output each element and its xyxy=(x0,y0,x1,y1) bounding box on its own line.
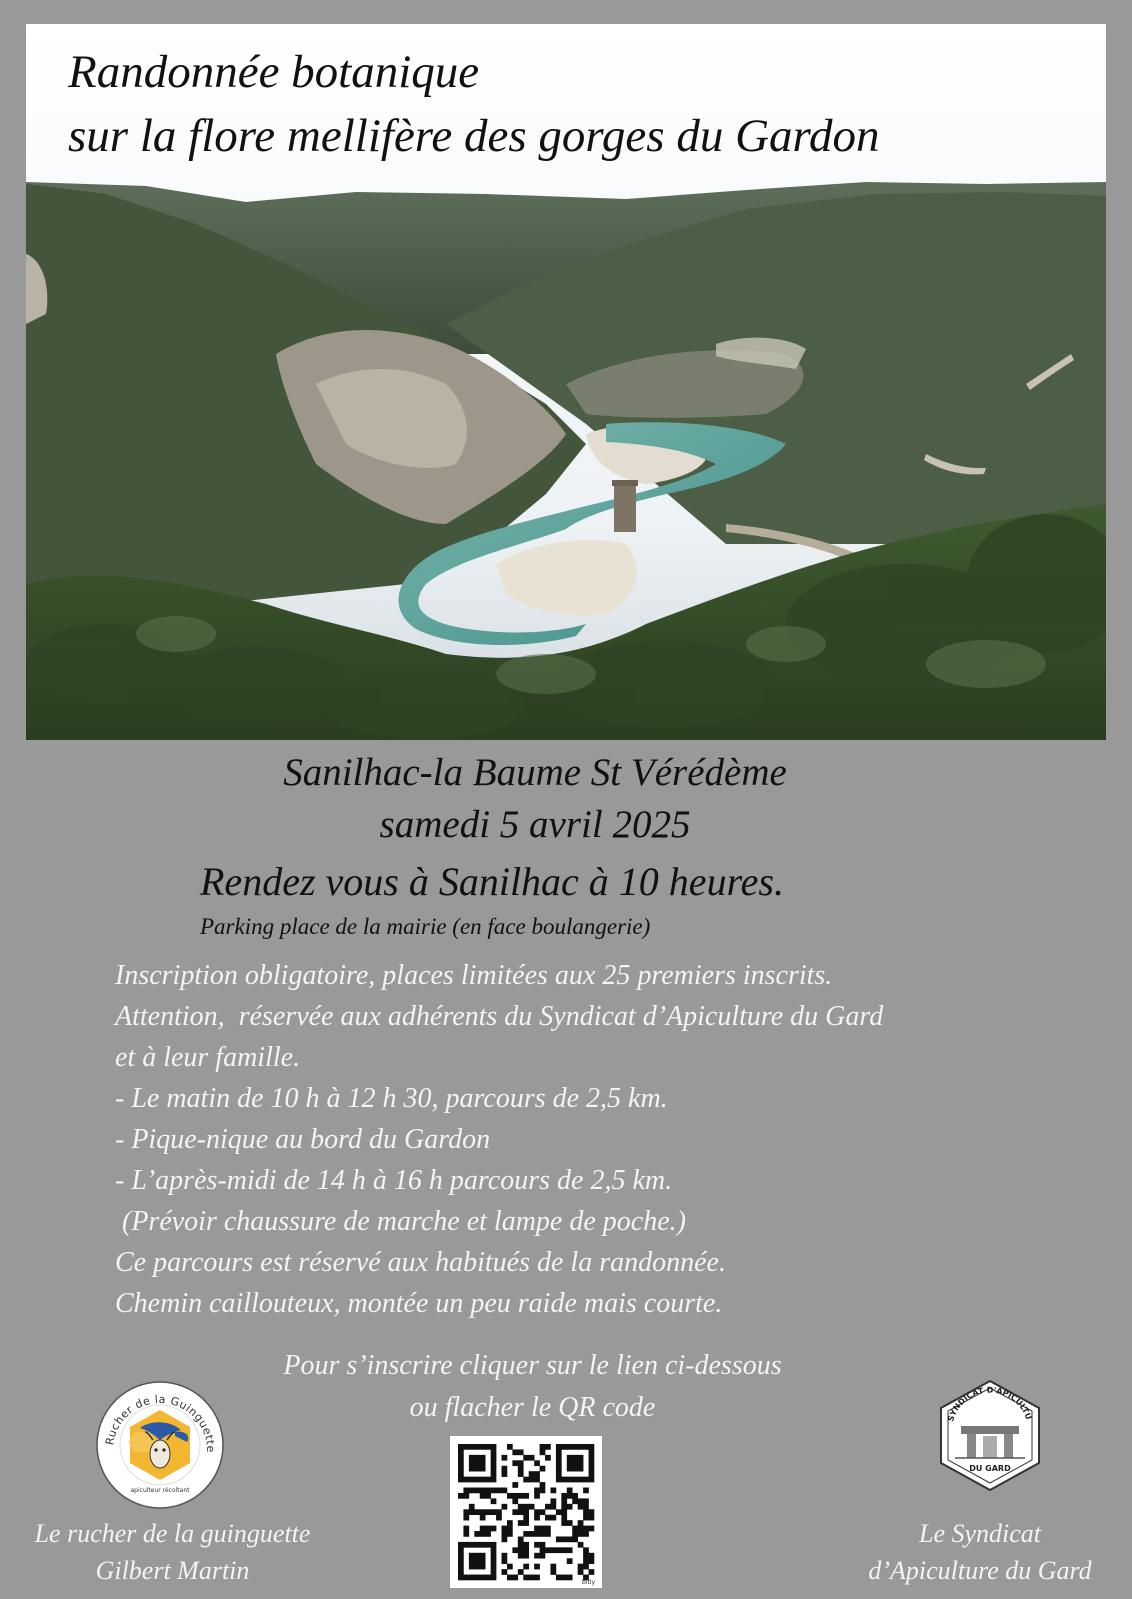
credit-syndicat-line-2: d’Apiculture du Gard xyxy=(868,1556,1092,1585)
credit-rucher xyxy=(0,1515,345,1589)
credit-rucher-line-1: Le rucher de la guinguette xyxy=(34,1519,311,1548)
detail-line: - Le matin de 10 h à 12 h 30, parcours de 2,5 km. xyxy=(115,1083,668,1114)
qr-brand-label: bitly xyxy=(582,1579,596,1586)
signup-instruction: Pour s’inscrire cliquer sur le lien ci-dessous xyxy=(283,1350,782,1381)
detail-line: - L’après-midi de 14 h à 16 h parcours de 2,5 km. xyxy=(115,1165,673,1196)
detail-line: et à leur famille. xyxy=(115,1042,301,1073)
rucher-small-text: apiculteur récoltant xyxy=(130,1487,190,1494)
goat-head-icon xyxy=(150,1440,170,1468)
event-date: samedi 5 avril 2025 xyxy=(379,803,691,846)
syndicat-top-text: SYNDICAT D'APICULTU xyxy=(946,1385,1034,1423)
qr-code-graphic[interactable] xyxy=(450,1436,602,1588)
rucher-logo-emblem xyxy=(95,1380,225,1510)
qr-modules xyxy=(458,1444,594,1580)
detail-line: Attention, réservée aux adhérents du Syndicat d’Apiculture du Gard xyxy=(115,1001,884,1032)
dolmen-icon xyxy=(961,1426,1019,1434)
syndicat-logo xyxy=(935,1378,1045,1493)
event-location: Sanilhac-la Baume St Vérédème xyxy=(283,751,787,794)
credit-syndicat-line-1: Le Syndicat xyxy=(918,1519,1042,1548)
meeting-time: Rendez vous à Sanilhac à 10 heures. xyxy=(200,859,784,904)
rucher-logo xyxy=(95,1380,225,1510)
event-details xyxy=(115,955,883,1324)
qr-instruction: ou flacher le QR code xyxy=(409,1392,656,1423)
detail-line: Ce parcours est réservé aux habitués de la randonnée. xyxy=(115,1247,726,1278)
poster-title xyxy=(68,40,880,168)
syndicat-bottom-text: DU GARD xyxy=(969,1464,1011,1473)
credit-rucher-line-2: Gilbert Martin xyxy=(95,1556,250,1585)
title-line-2: sur la flore mellifère des gorges du Gardon xyxy=(68,110,880,162)
rucher-ring-text: Rucher de la Guinguette xyxy=(103,1392,218,1453)
title-line-1: Randonnée botanique xyxy=(68,46,480,98)
syndicat-logo-emblem xyxy=(935,1378,1045,1493)
qr-code[interactable] xyxy=(450,1436,602,1588)
detail-line: Inscription obligatoire, places limitées aux 25 premiers inscrits. xyxy=(115,960,833,991)
credit-syndicat xyxy=(830,1515,1130,1589)
detail-line: Chemin caillouteux, montée un peu raide mais courte. xyxy=(115,1288,723,1319)
detail-line: - Pique-nique au bord du Gardon xyxy=(115,1124,491,1155)
parking-info: Parking place de la mairie (en face boulangerie) xyxy=(200,914,651,939)
detail-line: (Prévoir chaussure de marche et lampe de poche.) xyxy=(115,1206,686,1237)
